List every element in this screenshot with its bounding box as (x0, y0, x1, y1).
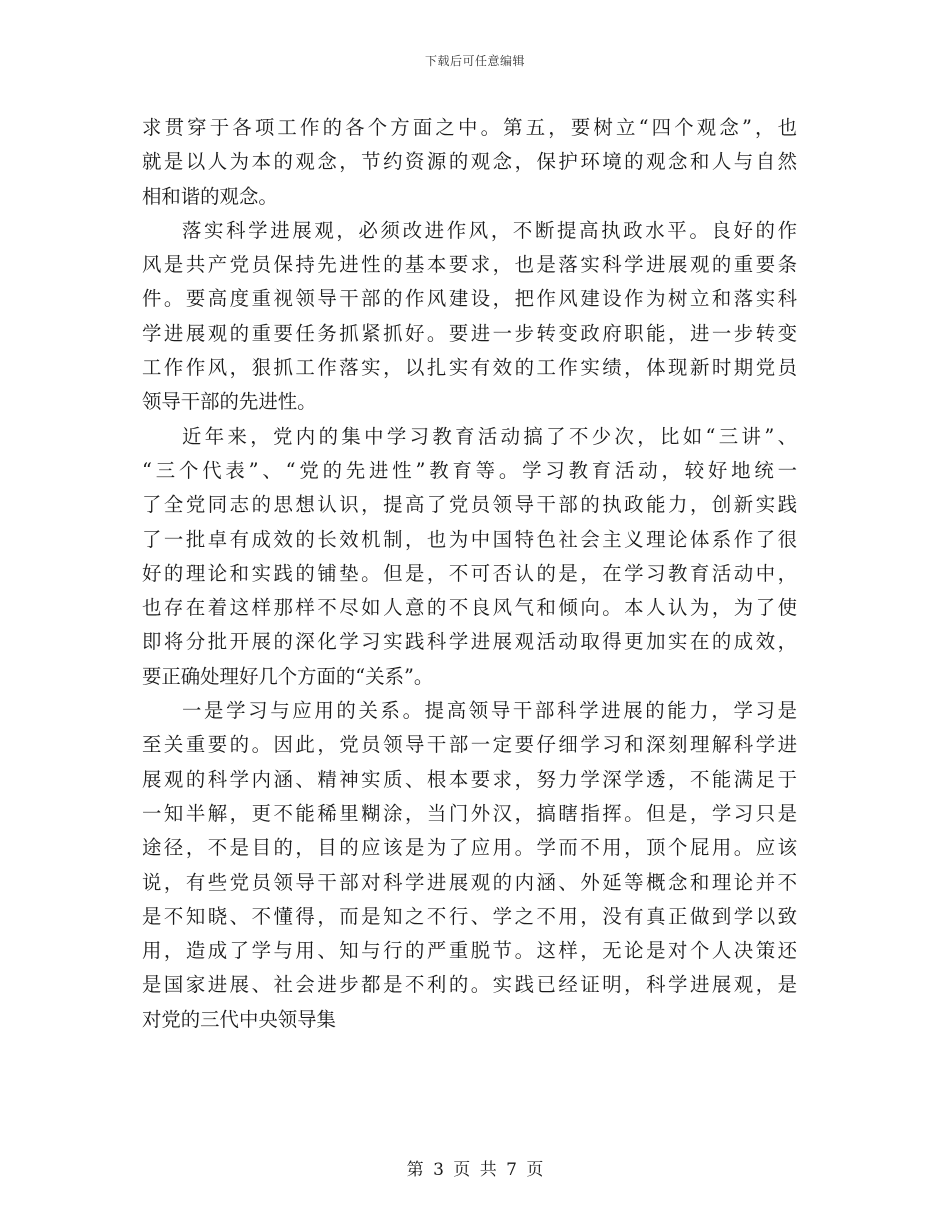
text-line: 落实科学进展观，必须改进作风，不断提高执政水平。良好的作 (182, 218, 797, 242)
text-line: 近年来，党内的集中学习教育活动搞了不少次，比如“三讲”、 (182, 424, 797, 448)
text-line: 求贯穿于各项工作的各个方面之中。第五，要树立“四个观念”，也 (142, 116, 797, 139)
text-line: 也存在着这样那样不尽如人意的不良风气和倾向。本人认为，为了使 (142, 596, 797, 620)
text-line: 展观的科学内涵、精神实质、根本要求，努力学深学透，不能满足于 (142, 767, 797, 791)
text-line: 了全党同志的思想认识，提高了党员领导干部的执政能力，创新实践 (142, 493, 797, 517)
text-line: 就是以人为本的观念，节约资源的观念，保护环境的观念和人与自然 (142, 150, 797, 174)
text-line: 途径，不是目的，目的应该是为了应用。学而不用，顶个屁用。应该 (142, 836, 797, 860)
text-line: 一是学习与应用的关系。提高领导干部科学进展的能力，学习是 (182, 699, 797, 723)
text-line: “三个代表”、“党的先进性”教育等。学习教育活动，较好地统一 (142, 458, 797, 482)
text-line: 领导干部的先进性。 (142, 390, 317, 414)
text-line: 学进展观的重要任务抓紧抓好。要进一步转变政府职能，进一步转变 (142, 321, 797, 345)
text-line: 了一批卓有成效的长效机制，也为中国特色社会主义理论体系作了很 (142, 527, 797, 551)
paragraph (142, 214, 797, 420)
text-line: 是不知晓、不懂得，而是知之不行、学之不用，没有真正做到学以致 (142, 904, 797, 928)
text-line: 要正确处理好几个方面的“关系”。 (142, 664, 434, 688)
paragraph (142, 420, 797, 694)
page-header: 下载后可任意编辑 (424, 54, 525, 68)
document-body (142, 111, 797, 1037)
paragraph (142, 694, 797, 1037)
text-line: 是国家进展、社会进步都是不利的。实践已经证明，科学进展观，是 (142, 973, 797, 997)
text-line: 件。要高度重视领导干部的作风建设，把作风建设作为树立和落实科 (142, 287, 797, 311)
paragraph (142, 111, 797, 214)
text-line: 一知半解，更不能稀里糊涂，当门外汉，搞瞎指挥。但是，学习只是 (142, 801, 797, 825)
text-line: 风是共产党员保持先进性的基本要求，也是落实科学进展观的重要条 (142, 253, 797, 277)
page-number: 第 3 页 共 7 页 (406, 1160, 544, 1180)
text-line: 说，有些党员领导干部对科学进展观的内涵、外延等概念和理论并不 (142, 870, 797, 894)
text-line: 即将分批开展的深化学习实践科学进展观活动取得更加实在的成效， (142, 630, 797, 654)
text-line: 用，造成了学与用、知与行的严重脱节。这样，无论是对个人决策还 (142, 939, 797, 963)
text-line: 对党的三代中央领导集 (142, 1007, 336, 1031)
text-line: 相和谐的观念。 (142, 184, 278, 208)
text-line: 至关重要的。因此，党员领导干部一定要仔细学习和深刻理解科学进 (142, 733, 797, 757)
text-line: 好的理论和实践的铺垫。但是，不可否认的是，在学习教育活动中， (142, 561, 797, 585)
text-line: 工作作风，狠抓工作落实，以扎实有效的工作实绩，体现新时期党员 (142, 356, 797, 380)
